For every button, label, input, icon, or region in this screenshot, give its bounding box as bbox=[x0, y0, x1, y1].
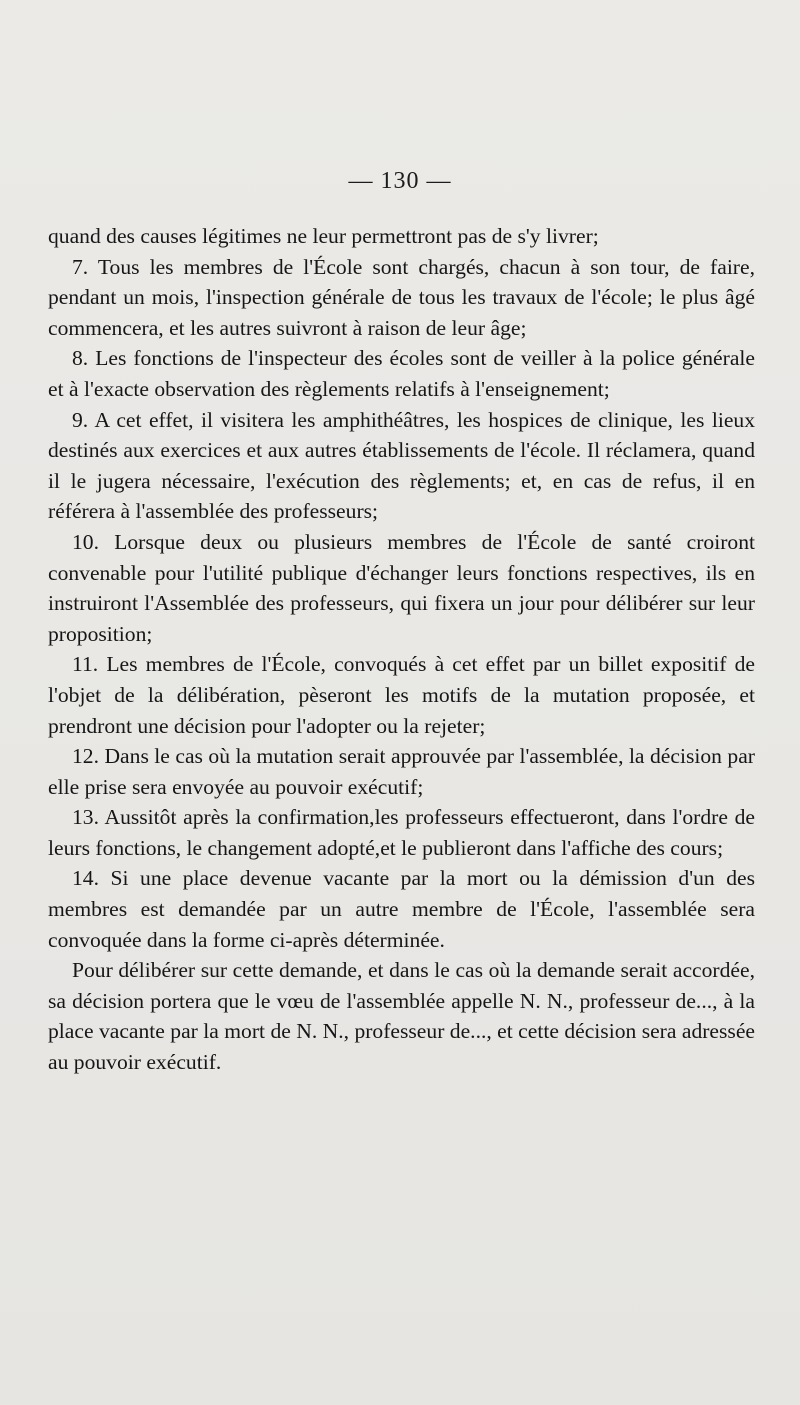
paragraph-final: Pour délibérer sur cette demande, et dans le cas où la demande serait accordée, sa décision portera que le vœu de l'assemblée appelle N. N., professeur de..., à la place vacante par la mort de N. N., professeur de..., et cette décision sera adressée au pouvoir exécutif. bbox=[48, 958, 755, 1075]
paragraph-article-7: 7. Tous les membres de l'École sont chargés, chacun à son tour, de faire, pendant un mois, l'inspection générale de tous les travaux de l'école; le plus âgé commencera, et les autres suivront à raison de leur âge; bbox=[48, 254, 755, 340]
paragraph-article-12: 12. Dans le cas où la mutation serait approuvée par l'assemblée, la décision par elle prise sera envoyée au pouvoir exécutif; bbox=[48, 744, 755, 799]
paragraph-article-8: 8. Les fonctions de l'inspecteur des écoles sont de veiller à la police générale et à l'exacte observation des règlements relatifs à l'enseignement; bbox=[48, 346, 755, 401]
paragraph-article-9: 9. A cet effet, il visitera les amphithéâtres, les hospices de clinique, les lieux destinés aux exercices et aux autres établissements de l'école. Il réclamera, quand il le jugera nécessaire, l'exécution des règlements; et, en cas de refus, il en référera à l'assemblée des professeurs; bbox=[48, 407, 755, 524]
page-number: — 130 — bbox=[348, 168, 452, 194]
paragraph-article-11: 11. Les membres de l'École, convoqués à cet effet par un billet expositif de l'objet de la délibération, pèseront les motifs de la mutation proposée, et prendront une décision pour l'adopter ou la rejeter; bbox=[48, 652, 755, 738]
body-text bbox=[48, 221, 755, 1078]
paragraph-continuation: quand des causes légitimes ne leur permettront pas de s'y livrer; bbox=[48, 224, 599, 248]
paragraph-article-13: 13. Aussitôt après la confirmation,les professeurs effectueront, dans l'ordre de leurs fonctions, le changement adopté,et le publieront dans l'affiche des cours; bbox=[48, 805, 755, 860]
paragraph-article-10: 10. Lorsque deux ou plusieurs membres de l'École de santé croiront convenable pour l'utilité publique d'échanger leurs fonctions respectives, ils en instruiront l'Assemblée des professeurs, qui fixera un jour pour délibérer sur leur proposition; bbox=[48, 529, 755, 646]
paragraph-article-14: 14. Si une place devenue vacante par la mort ou la démission d'un des membres est demandée par un autre membre de l'École, l'assemblée sera convoquée dans la forme ci-après déterminée. bbox=[48, 866, 755, 952]
